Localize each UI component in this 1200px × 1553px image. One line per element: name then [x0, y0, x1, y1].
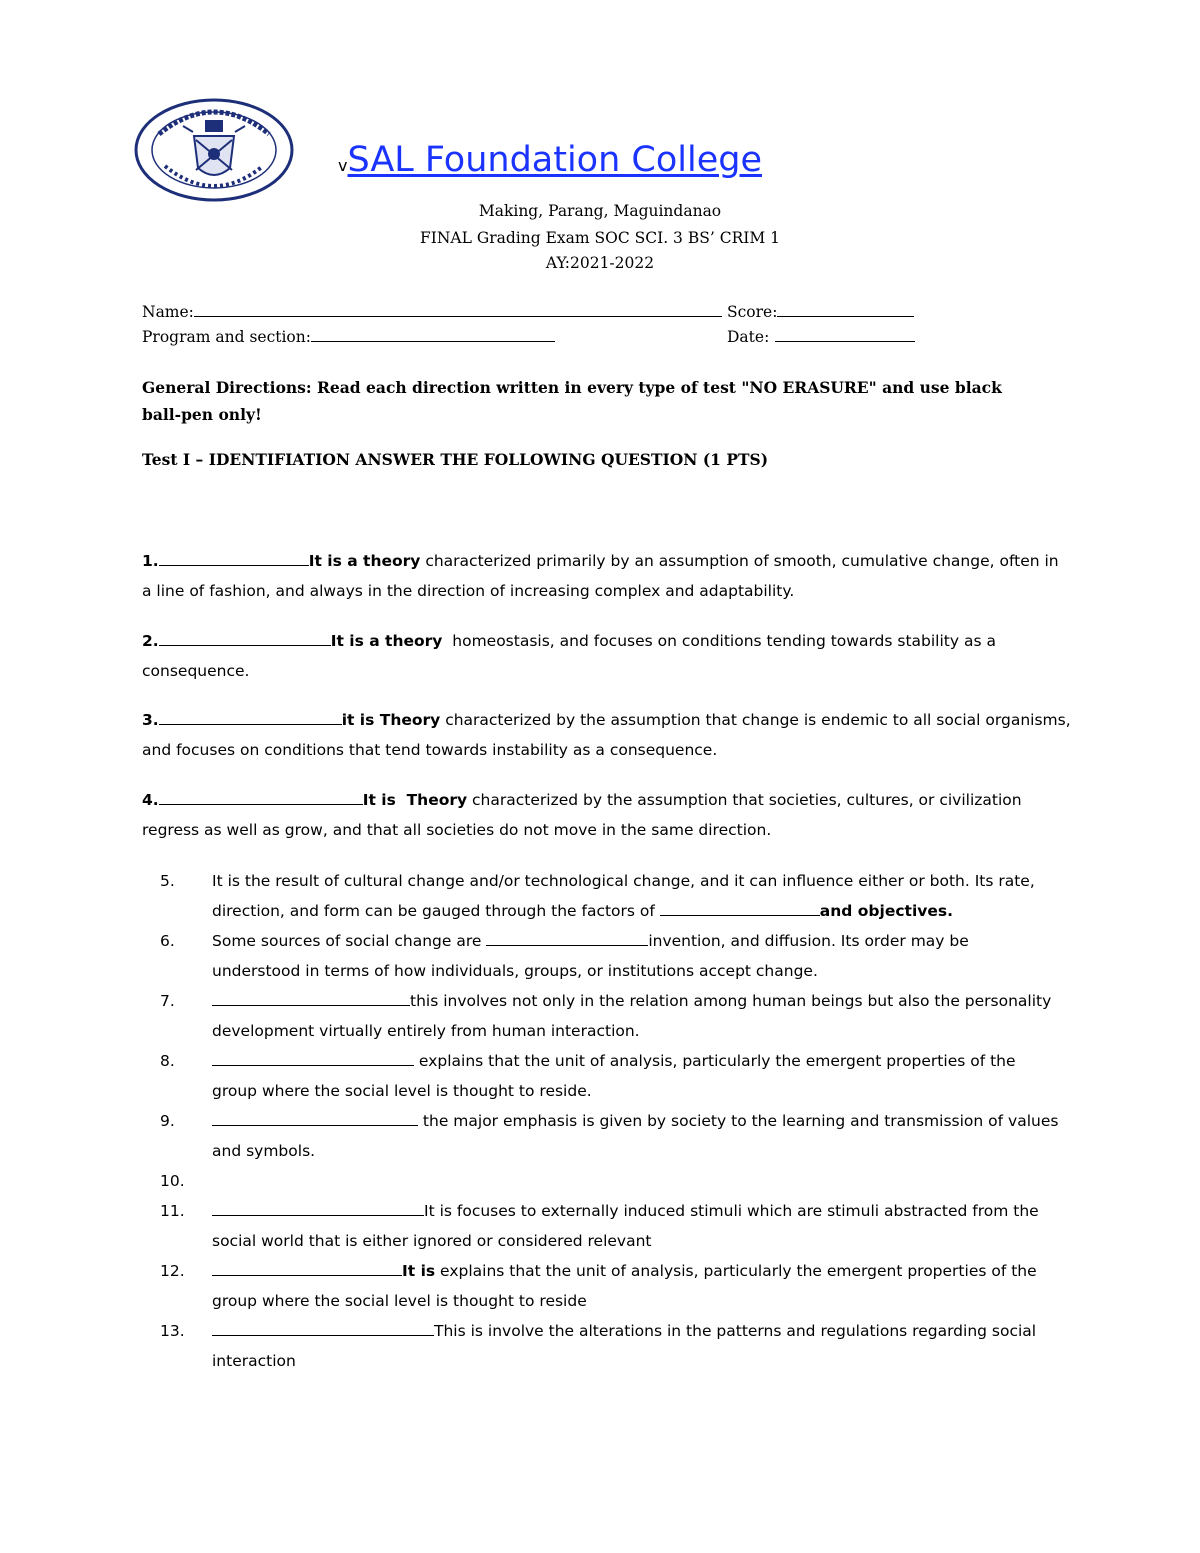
test1-heading: Test I – IDENTIFIATION ANSWER THE FOLLOWING QUESTION (1 PTS) [142, 450, 769, 469]
answer-blank[interactable] [159, 631, 331, 646]
question-number: 3. [142, 711, 159, 729]
list-number: 7. [160, 992, 175, 1010]
list-item [160, 986, 1060, 1046]
list-number: 12. [160, 1262, 185, 1280]
answer-blank[interactable] [660, 901, 820, 916]
question-2 [142, 626, 1072, 686]
name-field[interactable] [142, 302, 722, 321]
answer-blank[interactable] [159, 710, 342, 725]
list-item [160, 1166, 1060, 1196]
general-directions: General Directions: Read each direction written in every type of test "NO ERASURE" and use black ball-pen only! [142, 378, 1002, 424]
college-seal-logo [133, 96, 295, 204]
score-label: Score: [727, 303, 778, 321]
list-number: 9. [160, 1112, 175, 1130]
list-text: this involves not only in the relation among human beings but also the personality development virtually entirely from human interaction. [212, 992, 1052, 1040]
list-item [160, 1106, 1060, 1166]
question-text: characterized primarily by an assumption of smooth, cumulative change, often in a line of fashion, and always in the direction of increasing complex and adaptability. [142, 552, 1059, 600]
date-label: Date: [727, 328, 770, 346]
answer-blank[interactable] [212, 1321, 434, 1336]
list-text: It is focuses to externally induced stimuli which are stimuli abstracted from the social world that is either ignored or considered relevant [212, 1202, 1039, 1250]
list-text: the major emphasis is given by society to the learning and transmission of values and symbols. [212, 1112, 1059, 1160]
list-text: This is involve the alterations in the patterns and regulations regarding social interaction [212, 1322, 1037, 1370]
list-text: It is the result of cultural change and/or technological change, and it can influence either or both. Its rate, direction, and form can be gauged through the factors of [212, 872, 1035, 920]
numbered-questions [160, 866, 1060, 1376]
list-number: 11. [160, 1202, 185, 1220]
list-number: 8. [160, 1052, 175, 1070]
list-item [160, 1316, 1060, 1376]
list-number: 5. [160, 872, 175, 890]
answer-blank[interactable] [159, 551, 309, 566]
list-text: explains that the unit of analysis, particularly the emergent properties of the group where the social level is thought to reside [212, 1262, 1037, 1310]
list-item [160, 1256, 1060, 1316]
list-bold: It is [402, 1262, 436, 1280]
address: Making, Parang, Maguindanao [478, 202, 722, 220]
question-text: characterized by the assumption that societies, cultures, or civilization regress as well as grow, and that all societies do not move in the same direction. [142, 791, 1022, 839]
program-field[interactable] [142, 327, 555, 346]
answer-blank[interactable] [212, 1261, 402, 1276]
exam-title: FINAL Grading Exam SOC SCI. 3 BS’ CRIM 1 [419, 229, 781, 247]
list-item [160, 1046, 1060, 1106]
list-item [160, 1196, 1060, 1256]
academic-year: AY:2021-2022 [545, 254, 655, 272]
answer-blank[interactable] [212, 1201, 424, 1216]
question-1 [142, 546, 1072, 606]
answer-blank[interactable] [159, 790, 363, 805]
answer-blank[interactable] [486, 931, 648, 946]
question-bold: It is a theory [308, 552, 421, 570]
date-blank[interactable] [775, 327, 915, 342]
question-number: 4. [142, 791, 159, 809]
question-bold: it is Theory [341, 711, 441, 729]
list-bold: and objectives. [819, 902, 953, 920]
list-number: 10. [160, 1172, 185, 1190]
question-number: 1. [142, 552, 159, 570]
list-item [160, 926, 1060, 986]
title-line [338, 140, 762, 180]
list-text: explains that the unit of analysis, particularly the emergent properties of the group where the social level is thought to reside. [212, 1052, 1016, 1100]
score-field[interactable] [727, 302, 914, 321]
question-text: homeostasis, and focuses on conditions tending towards stability as a consequence. [142, 632, 1001, 680]
score-blank[interactable] [777, 302, 914, 317]
question-3 [142, 705, 1072, 765]
question-bold: It is Theory [362, 791, 468, 809]
program-label: Program and section: [142, 328, 311, 346]
list-item [160, 866, 1060, 926]
list-text: invention, and diffusion. Its order may be understood in terms of how individuals, groups, or institutions accept change. [212, 932, 969, 980]
list-number: 6. [160, 932, 175, 950]
answer-blank[interactable] [212, 1051, 414, 1066]
answer-blank[interactable] [212, 1111, 418, 1126]
question-4 [142, 785, 1072, 845]
question-text: characterized by the assumption that change is endemic to all social organisms, and focuses on conditions that tend towards instability as a consequence. [142, 711, 1071, 759]
title-prefix: v [338, 156, 348, 175]
name-blank[interactable] [194, 302, 722, 317]
question-number: 2. [142, 632, 159, 650]
date-field[interactable] [727, 327, 915, 346]
name-label: Name: [142, 303, 194, 321]
question-bold: It is a theory [330, 632, 443, 650]
list-number: 13. [160, 1322, 185, 1340]
answer-blank[interactable] [212, 991, 410, 1006]
program-blank[interactable] [311, 327, 555, 342]
college-name-link[interactable]: SAL Foundation College [347, 140, 762, 180]
list-text: Some sources of social change are [212, 932, 487, 950]
